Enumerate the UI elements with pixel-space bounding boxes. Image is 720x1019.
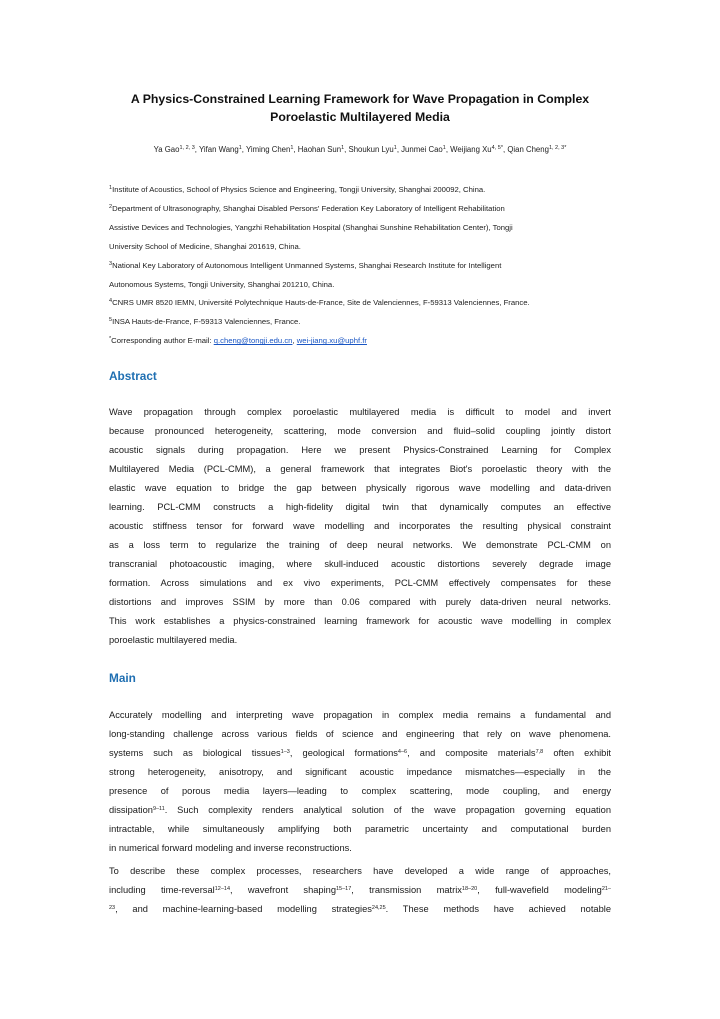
affiliation-line: [109, 294, 611, 313]
body-text: , and composite materials: [407, 748, 536, 758]
affiliation-line: [109, 257, 611, 276]
citation-superscript: 23: [109, 905, 116, 911]
affiliation-text: INSA Hauts-de-France, F-59313 Valenciennes, France.: [112, 317, 301, 327]
abstract-line: transcranial photoacoustic imaging, where skull-induced acoustic distortions severely degrade image: [109, 559, 611, 569]
body-line: [109, 881, 611, 900]
body-text: in numerical forward modeling and inverse reconstructions.: [109, 843, 352, 853]
main-heading: Main: [109, 671, 136, 685]
abstract-line: acoustic stiffness tensor for forward wave modelling and incorporates the resulting physical constraint: [109, 521, 611, 531]
affiliation-line: [109, 313, 611, 332]
affiliation-text: National Key Laboratory of Autonomous Intelligent Unmanned Systems, Shanghai Research Institute for Intelligent: [112, 260, 502, 270]
body-line: [109, 900, 611, 919]
abstract-paragraph: [109, 403, 611, 650]
affiliation-list: [109, 181, 611, 332]
email-link-xu[interactable]: wei-jiang.xu@uphf.fr: [296, 336, 367, 346]
affiliation-marker: 5: [109, 317, 113, 324]
affiliation-text: Autonomous Systems, Tongji University, Shanghai 201210, China.: [109, 279, 335, 289]
citation-superscript: 4–6: [397, 749, 408, 755]
author-name: Junmei Cao: [401, 145, 443, 154]
body-text: often exhibit: [543, 748, 611, 758]
affiliation-text: Department of Ultrasonography, Shanghai Disabled Persons' Federation Key Laboratory of Intelligent Rehabilitation: [112, 203, 505, 213]
author-affiliation-marker: 1: [393, 145, 397, 151]
email-link-cheng[interactable]: q.cheng@tongji.edu.cn: [213, 336, 293, 346]
body-text: intractable, while simultaneously amplifying both parametric uncertainty and computational burden: [109, 824, 611, 834]
affiliation-text: Assistive Devices and Technologies, Yangzhi Rehabilitation Hospital (Shanghai Sunshine Rehabilitation Center), Tongji: [109, 222, 513, 232]
author-affiliation-marker: 1: [238, 145, 242, 151]
title-line-2: Poroelastic Multilayered Media: [270, 110, 450, 124]
body-text: long-standing challenge across various fields of science and engineering that rely on wave phenomena.: [109, 729, 611, 739]
body-text: , wavefront shaping: [230, 885, 336, 895]
body-text: dissipation: [109, 805, 153, 815]
email-separator: ,: [292, 336, 297, 346]
author-affiliation-marker: 1, 2, 3: [179, 145, 195, 151]
body-text: , full-wavefield modeling: [477, 885, 602, 895]
abstract-line: learning. PCL-CMM constructs a high-fidelity digital twin that dynamically computes an effective: [109, 502, 611, 512]
citation-superscript: 1–3: [280, 749, 290, 755]
affiliation-line: [109, 200, 611, 219]
body-text: . These methods have achieved notable: [385, 904, 611, 914]
body-text: including time-reversal: [109, 885, 215, 895]
affiliation-text: CNRS UMR 8520 IEMN, Université Polytechnique Hauts-de-France, Site de Valenciennes, F-59313 Valenciennes, France.: [112, 298, 530, 308]
title-line-1: A Physics-Constrained Learning Framework for Wave Propagation in Complex: [130, 92, 590, 106]
citation-superscript: 24,25: [371, 905, 386, 911]
affiliation-marker: 1: [109, 185, 113, 191]
body-line: [109, 820, 611, 839]
author-name: Weijiang Xu: [450, 145, 492, 154]
body-text: strong heterogeneity, anisotropy, and significant acoustic impedance mismatches—especially in the: [109, 767, 611, 777]
citation-superscript: 15–17: [336, 886, 352, 892]
abstract-heading: Abstract: [109, 369, 157, 383]
body-text: . Such complexity renders analytical solution of the wave propagation governing equation: [164, 805, 611, 815]
author-name: Shoukun Lyu: [348, 145, 394, 154]
citation-superscript: 9–11: [152, 806, 165, 812]
affiliations: [109, 181, 611, 351]
author-affiliation-marker: 1: [290, 145, 294, 151]
author-name: Ya Gao: [153, 145, 180, 154]
body-line: [109, 706, 611, 725]
affiliation-line: [109, 219, 611, 238]
body-text: , and machine-learning-based modelling strategies: [115, 904, 372, 914]
affiliation-text: Institute of Acoustics, School of Physics Science and Engineering, Tongji University, Shanghai 200092, China.: [112, 185, 486, 194]
abstract-line: acoustic signals during propagation. Here we present Physics-Constrained Learning for Complex: [109, 445, 611, 455]
author-affiliation-marker: 1: [442, 145, 446, 151]
body-text: To describe these complex processes, researchers have developed a wide range of approaches,: [109, 866, 611, 876]
citation-superscript: 21–: [601, 886, 611, 892]
corresponding-author: [109, 332, 611, 351]
author-list: Ya Gao$^{1, 2, 3}$, Yifan Wang$^1$, Yiming Chen$^1$, Haohan Sun$^1$, Shoukun Lyu$^1$, Junmei Cao$^1$, Weijiang $Xu^{4, 5*}$, Qian Cheng$^{1, 2, 3*}$: [153, 145, 567, 154]
affiliation-line: [109, 276, 611, 295]
paper-title: [90, 90, 630, 126]
corresponding-marker: *: [109, 336, 112, 343]
affiliation-marker: 3: [109, 260, 113, 267]
affiliation-text: University School of Medicine, Shanghai 201619, China.: [109, 241, 301, 251]
citation-superscript: 7,8: [535, 749, 544, 755]
main-paragraph-1: [109, 706, 611, 858]
abstract-line: because pronounced heterogeneity, scattering, mode conversion and fluid–solid coupling jointly distort: [109, 426, 611, 436]
abstract-line: as a loss term to regularize the training of deep neural networks. We demonstrate PCL-CMM on: [109, 540, 611, 550]
author-affiliation-marker: 4, 5*: [491, 145, 503, 151]
abstract-line: elastic wave equation to bridge the gap between physically rigorous wave modelling and data-driven: [109, 483, 611, 493]
affiliation-line: [109, 238, 611, 257]
body-text: , geological formations: [289, 748, 398, 758]
author-name: Haohan Sun: [297, 145, 342, 154]
body-line: [109, 782, 611, 801]
body-line: [109, 763, 611, 782]
body-line: [109, 725, 611, 744]
body-text: presence of porous media layers—leading to complex scattering, mode coupling, and energy: [109, 786, 611, 796]
body-line: [109, 839, 611, 858]
abstract-line: distortions and improves SSIM by more than 0.06 compared with purely data-driven neural networks.: [109, 597, 611, 607]
abstract-line: Wave propagation through complex poroelastic multilayered media is difficult to model and invert: [109, 407, 611, 417]
body-text: systems such as biological tissues: [109, 748, 281, 758]
citation-superscript: 12–14: [214, 886, 230, 892]
body-line: [109, 801, 611, 820]
citation-superscript: 18–20: [461, 886, 478, 892]
author-affiliation-marker: 1: [341, 145, 345, 151]
author-name: Qian Cheng: [507, 145, 549, 154]
body-text: , transmission matrix: [351, 885, 462, 895]
affiliation-marker: 4: [109, 298, 113, 305]
author-name: Yiming Chen: [245, 145, 291, 154]
abstract-line: Multilayered Media (PCL-CMM), a general framework that integrates Biot's poroelastic theory with the: [109, 464, 611, 474]
affiliation-line: [109, 181, 611, 200]
main-paragraph-2: [109, 862, 611, 919]
abstract-line: formation. Across simulations and ex vivo experiments, PCL-CMM effectively compensates for these: [109, 578, 611, 588]
body-text: Accurately modelling and interpreting wave propagation in complex media remains a fundamental and: [109, 710, 611, 720]
body-line: [109, 862, 611, 881]
affiliation-marker: 2: [109, 203, 113, 210]
author-affiliation-marker: 1, 2, 3*: [548, 145, 567, 151]
corresponding-label: Corresponding author E-mail:: [111, 336, 214, 346]
author-name: Yifan Wang: [198, 145, 239, 154]
abstract-line: This work establishes a physics-constrained learning framework for acoustic wave modelling in complex: [109, 616, 611, 626]
body-line: [109, 744, 611, 763]
abstract-line: poroelastic multilayered media.: [109, 635, 238, 645]
